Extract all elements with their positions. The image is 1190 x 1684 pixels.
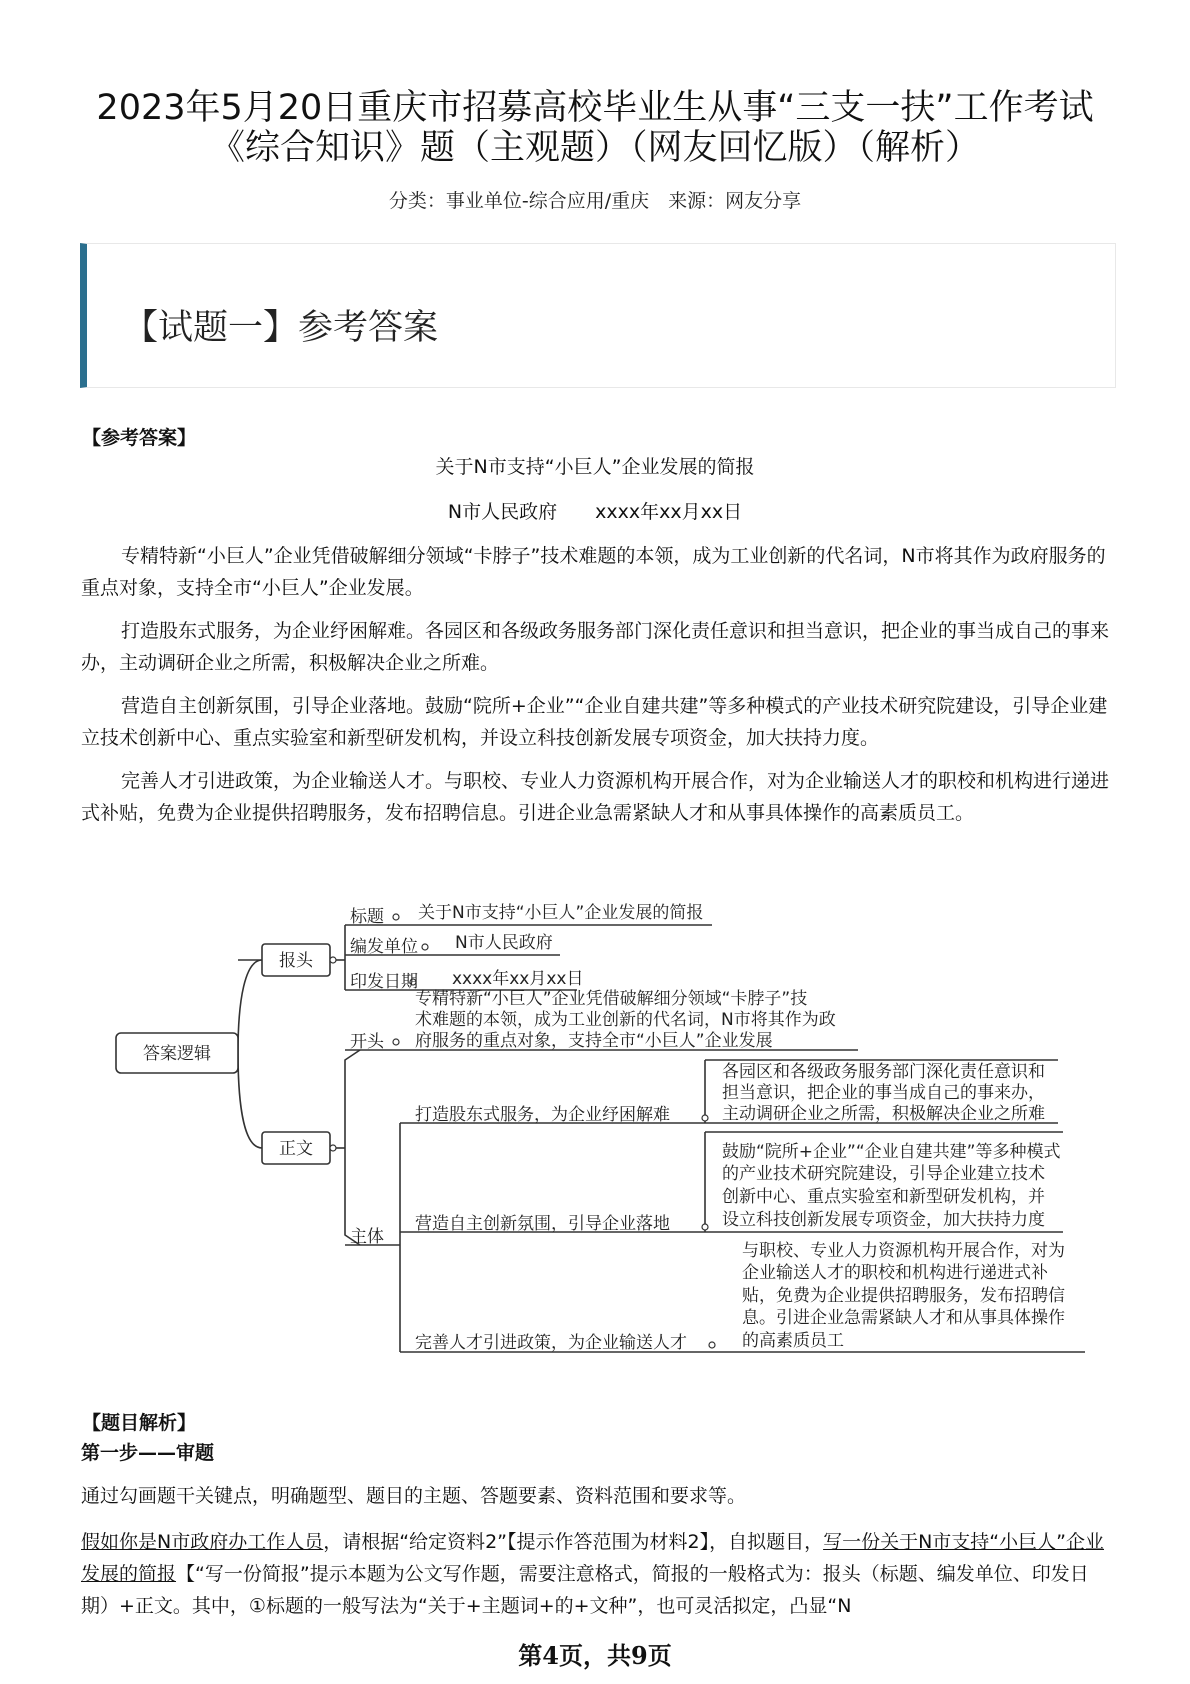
mindmap-branch-2-line-4: 设立科技创新发展专项资金，加大扶持力度	[722, 1210, 1045, 1230]
mindmap-opening-line-3: 府服务的重点对象，支持全市“小巨人”企业发展	[415, 1031, 773, 1051]
mindmap-branch-1-line-2: 担当意识，把企业的事当成自己的事来办，	[722, 1083, 1045, 1103]
mindmap-branch-3-line-4: 息。引进企业急需紧缺人才和从事具体操作	[742, 1308, 1065, 1328]
mindmap-branch-3-label: 完善人才引进政策，为企业输送人才	[415, 1333, 687, 1353]
mindmap-branch-2-line-2: 的产业技术研究院建设，引导企业建立技术	[722, 1164, 1045, 1184]
mindmap-title-value: 关于N市支持“小巨人”企业发展的简报	[418, 903, 704, 923]
report-issuer-date: N市人民政府 xxxx年xx月xx日	[447, 501, 743, 523]
answer-paragraph-2: 打造股东式服务，为企业纾困解难。各园区和各级政务服务部门深化责任意识和担当意识，把企业的事当成自己的事来办，主动调研企业之所需，积极解决企业之所难。	[81, 620, 1110, 674]
analysis-step1-text: 通过勾画题干关键点，明确题型、题目的主题、答题要素、资料范围和要求等。	[81, 1485, 747, 1507]
analysis-label: 【题目解析】	[82, 1412, 197, 1434]
answer-paragraph-4: 完善人才引进政策，为企业输送人才。与职校、专业人力资源机构开展合作，对为企业输送人才的职校和机构进行递进式补贴，免费为企业提供招聘服务，发布招聘信息。引进企业急需紧缺人才和从事具体操作的高素质员工。	[81, 770, 1110, 824]
page-footer: 第4页，共9页	[518, 1641, 672, 1670]
mindmap-issuer-label: 编发单位	[350, 937, 418, 957]
mindmap-date-value: xxxx年xx月xx日	[452, 969, 584, 989]
mindmap-branch-2-line-1: 鼓励“院所+企业”“企业自建共建”等多种模式	[722, 1142, 1061, 1162]
mindmap-branch-3-line-3: 贴，免费为企业提供招聘服务，发布招聘信	[742, 1286, 1065, 1306]
analysis-text-2: 【“写一份简报”提示本题为公文写作题，需要注意格式，简报的一般格式为：报头（标题、编发单位、印发日期）+正文。其中，①标题的一般写法为“关于+主题词+的+文种”，也可灵活拟定，凸显“N	[81, 1563, 1089, 1617]
mindmap-branch-2-line-3: 创新中心、重点实验室和新型研发机构，并	[722, 1187, 1045, 1207]
analysis-step1: 第一步——审题	[81, 1442, 215, 1464]
mindmap-branch-1-line-1: 各园区和各级政务服务部门深化责任意识和	[722, 1062, 1045, 1082]
answer-paragraph-3: 营造自主创新氛围，引导企业落地。鼓励“院所+企业”“企业自建共建”等多种模式的产业技术研究院建设，引导企业建立技术创新中心、重点实验室和新型研发机构，并设立科技创新发展专项资金，加大扶持力度。	[81, 695, 1108, 749]
mindmap-branch-3-line-1: 与职校、专业人力资源机构开展合作，对为	[742, 1241, 1065, 1261]
mindmap-date-label: 印发日期	[350, 972, 418, 992]
mindmap-branch-3-line-5: 的高素质员工	[742, 1331, 844, 1351]
analysis-paragraph	[81, 1526, 1111, 1622]
analysis-text-1: ，请根据“给定资料2”【提示作答范围为材料2】，自拟题目，	[323, 1531, 824, 1553]
document-title-line1: 2023年5月20日重庆市招募高校毕业生从事“三支一扶”工作考试	[96, 88, 1094, 128]
analysis-underline-1: 假如你是N市政府办工作人员	[81, 1531, 324, 1553]
mindmap-opening-line-2: 术难题的本领，成为工业创新的代名词，N市将其作为政	[415, 1010, 836, 1030]
question-header-box	[80, 243, 1116, 388]
mindmap-issuer-value: N市人民政府	[455, 933, 553, 953]
mindmap-root: 答案逻辑	[143, 1044, 211, 1064]
mindmap-body-node: 正文	[279, 1139, 313, 1159]
mindmap-main-label: 主体	[350, 1227, 384, 1247]
analysis-underline-2: 写一份关于N市支持“小巨人”企业发展的简报	[81, 1531, 1104, 1585]
mindmap-opening-label: 开头	[350, 1032, 384, 1052]
document-meta: 分类：事业单位-综合应用/重庆 来源：网友分享	[388, 190, 802, 212]
document-title-line2: 《综合知识》题（主观题）（网友回忆版）（解析）	[209, 128, 980, 168]
mindmap-branch-1-label: 打造股东式服务，为企业纾困解难	[415, 1105, 670, 1125]
mindmap-title-label: 标题	[350, 907, 384, 927]
answer-paragraph-1: 专精特新“小巨人”企业凭借破解细分领域“卡脖子”技术难题的本领，成为工业创新的代名词，N市将其作为政府服务的重点对象，支持全市“小巨人”企业发展。	[81, 545, 1106, 599]
mindmap-header-node: 报头	[279, 951, 313, 971]
question-header: 【试题一】参考答案	[123, 308, 439, 348]
answer-label: 【参考答案】	[82, 427, 197, 449]
mindmap-branch-1-line-3: 主动调研企业之所需，积极解决企业之所难	[722, 1104, 1045, 1124]
report-title: 关于N市支持“小巨人”企业发展的简报	[435, 456, 755, 478]
answer-logic-mindmap	[0, 880, 1190, 1370]
mindmap-branch-2-label: 营造自主创新氛围，引导企业落地	[415, 1214, 670, 1234]
mindmap-opening-line-1: 专精特新“小巨人”企业凭借破解细分领域“卡脖子”技	[415, 989, 808, 1009]
mindmap-branch-3-line-2: 企业输送人才的职校和机构进行递进式补	[742, 1263, 1048, 1283]
